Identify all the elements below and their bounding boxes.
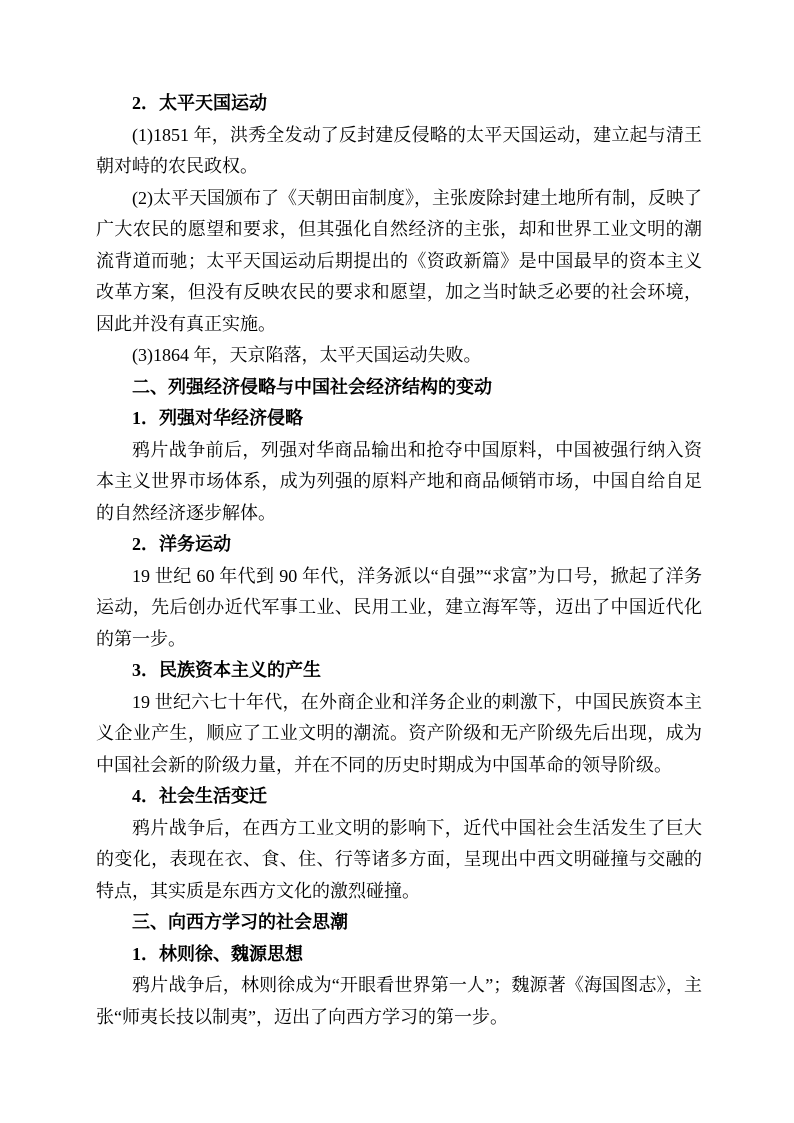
- subheading-powers-economic-invasion: 1．列强对华经济侵略: [132, 408, 303, 428]
- subheading-linzexu-weiyuan: 1．林则徐、魏源思想: [132, 943, 303, 964]
- paragraph-westernization-movement: 19 世纪 60 年代到 90 年代，洋务派以“自强”“求富”为口号，掀起了洋务运动，先后创办近代军事工业、民用工业，建立海军等，迈出了中国近代化的第一步。: [96, 565, 702, 649]
- paragraph-taiping-1864: (3)1864 年，天京陷落，太平天国运动失败。: [132, 345, 482, 365]
- paragraph-taiping-1851: (1)1851 年，洪秀全发动了反封建反侵略的太平天国运动，建立起与清王朝对峙的农民政权。: [96, 124, 702, 176]
- subheading-taiping-movement: 2．太平天国运动: [132, 93, 267, 113]
- paragraph-social-life-change: 鸦片战争后，在西方工业文明的影响下，近代中国社会生活发生了巨大的变化，表现在衣、食、住、行等诸多方面，呈现出中西文明碰撞与交融的特点，其实质是东西方文化的激烈碰撞。: [96, 817, 702, 901]
- paragraph-taiping-programs: (2)太平天国颁布了《天朝田亩制度》，主张废除封建土地所有制，反映了广大农民的愿望和要求，但其强化自然经济的主张，却和世界工业文明的潮流背道而驰；太平天国运动后期提出的《资政新篇》是中国最早的资本主义改革方案，但没有反映农民的要求和愿望，加之当时缺乏必要的社会环境，因此并没有真正实施。: [96, 187, 702, 334]
- paragraph-national-capitalism: 19 世纪六七十年代，在外商企业和洋务企业的刺激下，中国民族资本主义企业产生，顺应了工业文明的潮流。资产阶级和无产阶级先后出现，成为中国社会新的阶级力量，并在不同的历史时期成为中国革命的领导阶级。: [96, 691, 702, 775]
- section-heading-learning-from-west: 三、向西方学习的社会思潮: [132, 912, 348, 932]
- paragraph-linzexu-weiyuan: 鸦片战争后，林则徐成为“开眼看世界第一人”；魏源著《海国图志》，主张“师夷长技以制夷”，迈出了向西方学习的第一步。: [96, 975, 702, 1027]
- section-heading-economic-invasion: 二、列强经济侵略与中国社会经济结构的变动: [132, 376, 492, 397]
- subheading-national-capitalism: 3．民族资本主义的产生: [132, 660, 321, 680]
- subheading-social-life-change: 4．社会生活变迁: [132, 786, 267, 806]
- subheading-self-strengthening: 2．洋务运动: [132, 534, 231, 554]
- paragraph-opium-war-economy: 鸦片战争前后，列强对华商品输出和抢夺中国原料，中国被强行纳入资本主义世界市场体系，成为列强的原料产地和商品倾销市场，中国自给自足的自然经济逐步解体。: [96, 439, 702, 523]
